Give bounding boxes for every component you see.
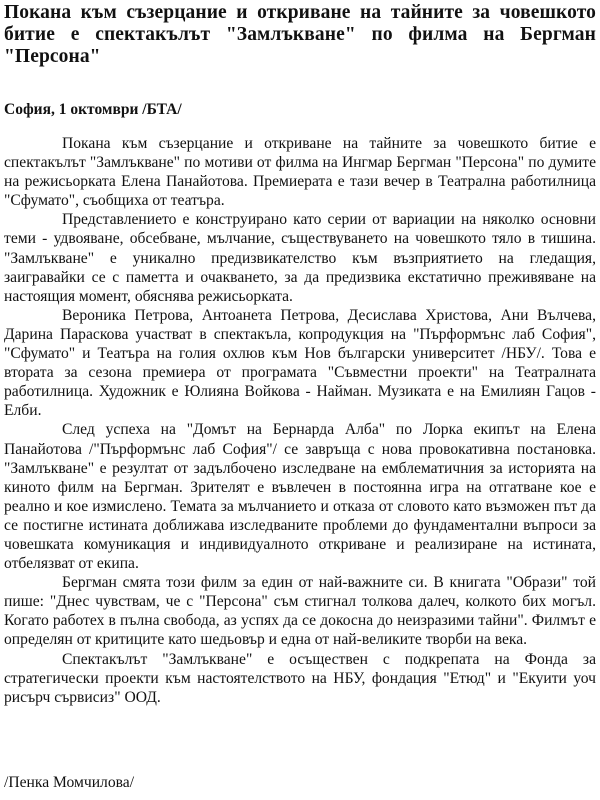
article-paragraph: Спектакълът "Замлъкване" е осъществен с подкрепата на Фонда за стратегически проекти към настоятелството на НБУ, фондация "Етюд" и "Екуити уоч рисърч сървисиз" ООД. xyxy=(4,650,596,706)
article-paragraph: След успеха на "Домът на Бернарда Алба" по Лорка екипът на Елена Панайотова /"Пърформънс лаб София"/ се завръща с нова провокативна постановка. "Замлъкване" е резултат от задълбочено изследване на емблематичния за историята на киното филм на Бергман. Зрителят е въвлечен в постоянна игра на отгатване кое е реално и кое измислено. Темата за мълчанието и отказа от словото като възможен път да се постигне истината доближава изследваните проблеми до фундаментални въпроси за човешката комуникация и индивидуалното откриване и реализиране на истината, отбелязват от екипа. xyxy=(4,421,596,573)
article-paragraph: Покана към съзерцание и откриване на тайните за човешкото битие е спектакълът "Замлъкване" по мотиви от филма на Ингмар Бергман "Персона" по думите на режисьорката Елена Панайотова. Премиерата е тази вечер в Театрална работилница "Сфумато", съобщиха от театъра. xyxy=(4,135,596,210)
article-paragraph: Вероника Петрова, Антоанета Петрова, Десислава Христова, Ани Вълчева, Дарина Параскова участват в спектакъла, копродукция на "Пърформънс лаб София", "Сфумато" и Театъра на голия охлюв към Нов български университет /НБУ/. Това е втората за сезона премиера от програмата "Съвместни проекти" на Театралната работилница. Художник е Юлияна Войкова - Найман. Музиката е на Емилиян Гацов - Елби. xyxy=(4,306,596,420)
author-signature: /Пенка Момчилова/ xyxy=(4,774,135,791)
article-title: Покана към съзерцание и откриване на тайните за човешкото битие е спектакълът "Замлъкване" по филма на Бергман "Персона" xyxy=(4,2,596,67)
article-paragraph: Бергман смята този филм за един от най-важните си. В книгата "Образи" той пише: "Днес чувствам, че с "Персона" съм стигнал толкова далеч, колкото бих могъл. Когато работех в пълна свобода, аз успях да се докосна до неизразими тайни". Филмът е определян от критиците като шедьовър и една от най-великите творби на века. xyxy=(4,574,596,649)
article-body xyxy=(4,134,596,707)
article-paragraph: Представлението е конструирано като серии от вариации на няколко основни теми - удвояване, обсебване, мълчание, съществуването на човешкото тяло в тишина. "Замлъкване" е уникално предизвикателство към възприятието на гледащия, заигравайки се с паметта и очакването, за да предизвика екстатично преживяване на настоящия момент, обяснява режисьорката. xyxy=(4,211,596,305)
article-dateline: София, 1 октомври /БТА/ xyxy=(4,101,182,118)
